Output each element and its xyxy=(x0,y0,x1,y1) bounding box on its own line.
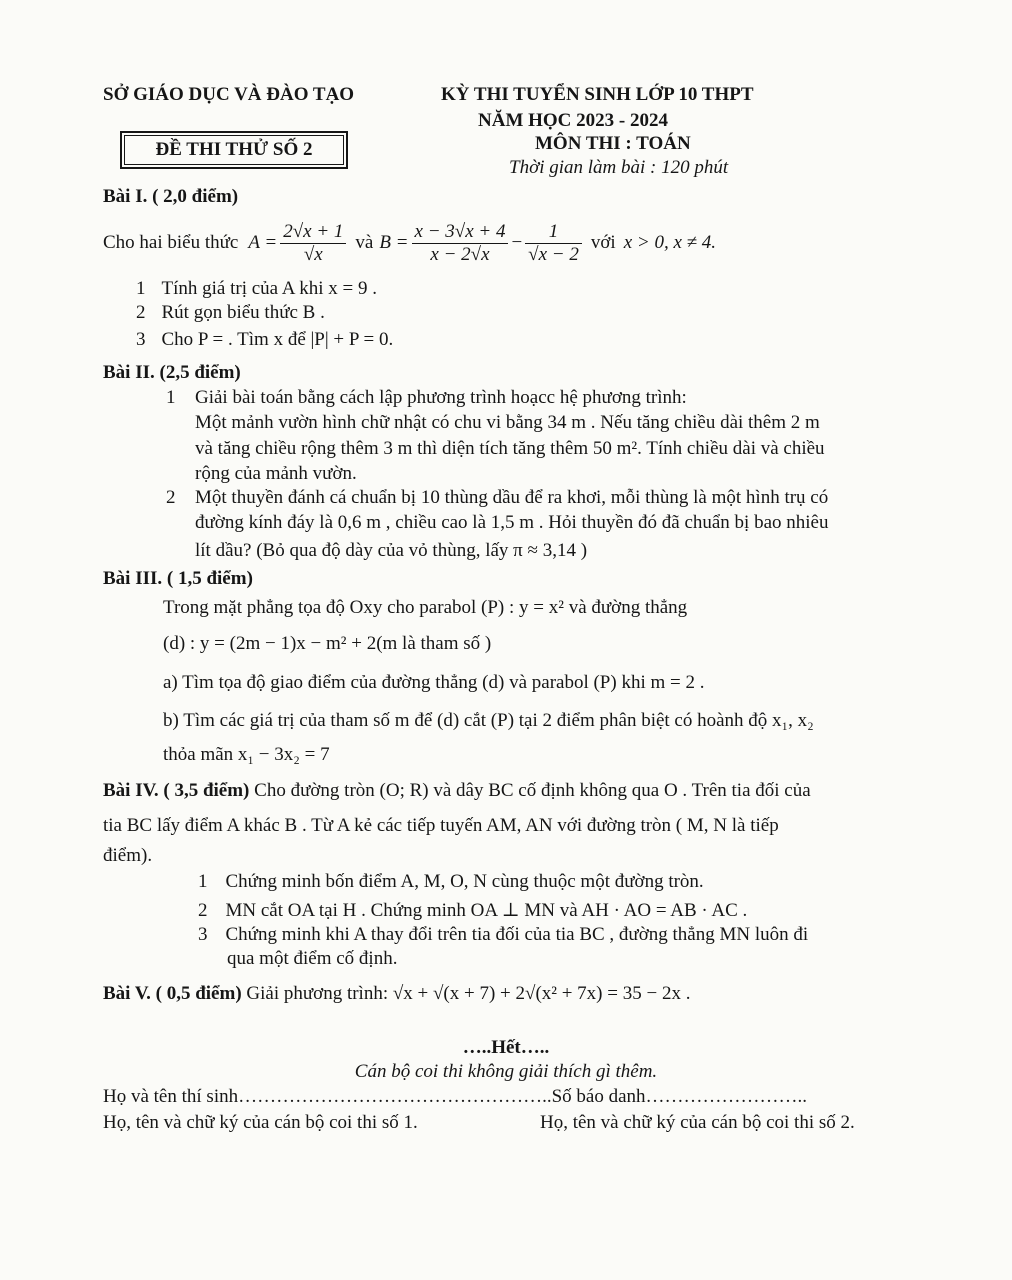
end-marker: …..Hết….. xyxy=(462,1037,550,1058)
section-3-title: Bài III. ( 1,5 điểm) xyxy=(103,568,253,589)
section-5-line: Bài V. ( 0,5 điểm) Giải phương trình: √x + √(x + 7) + 2√(x² + 7x) = 35 − 2x . xyxy=(103,983,691,1004)
section-4-item-3: 3 Chứng minh khi A thay đổi trên tia đối của tia BC , đường thẳng MN luôn đi xyxy=(198,924,809,945)
section-4-title: Bài IV. ( 3,5 điểm) xyxy=(103,780,250,801)
time-limit: Thời gian làm bài : 120 phút xyxy=(509,157,729,178)
candidate-fields: Họ và tên thí sinh…………………………………………..Số báo danh…………………….. xyxy=(103,1086,808,1107)
fraction-B2: $\frac{1}{√x - 2}$ xyxy=(525,221,582,266)
fraction-B1: $\frac{x - 3√x + 4}{x - 2√x}$ xyxy=(412,221,509,266)
section-2-item-1-line-3: và tăng chiều rộng thêm 3 m thì diện tích tăng thêm 50 m². Tính chiều dài và chiều xyxy=(195,438,825,459)
section-2-item-1-line-2: Một mảnh vườn hình chữ nhật có chu vi bằng 34 m . Nếu tăng chiều dài thêm 2 m xyxy=(195,412,820,433)
section-2-item-1-number: 1 xyxy=(166,387,176,408)
proctor-1-signature: Họ, tên và chữ ký của cán bộ coi thi số 1. xyxy=(103,1112,418,1133)
test-label-box: ĐỀ THI THỬ SỐ 2 xyxy=(120,131,348,169)
section-2-item-2-number: 2 xyxy=(166,487,176,508)
section-4-line-1: Bài IV. ( 3,5 điểm) Cho đường tròn (O; R) và dây BC cố định không qua O . Trên tia đối của xyxy=(103,780,811,801)
section-3-part-a: a) Tìm tọa độ giao điểm của đường thẳng (d) và parabol (P) khi m = 2 . xyxy=(163,672,705,693)
section-4-item-3-cont: qua một điểm cố định. xyxy=(227,948,398,969)
section-1-item-2: 2 Rút gọn biểu thức B . xyxy=(136,302,325,323)
and-text: và xyxy=(355,232,374,253)
section-3-part-b-condition: thỏa mãn x₁ − 3x₂ = 7 xyxy=(163,744,330,765)
section-1-item-1: 1 Tính giá trị của A khi x = 9 . xyxy=(136,278,377,299)
school-year: NĂM HỌC 2023 - 2024 xyxy=(478,110,668,131)
condition: x > 0, x ≠ 4. xyxy=(623,232,717,253)
section-3-line-1: Trong mặt phẳng tọa độ Oxy cho parabol (P) : y = x² và đường thẳng xyxy=(163,597,688,618)
section-1-item-3: 3 Cho P = . Tìm x để |P| + P = 0. xyxy=(136,329,394,350)
section-2-item-1-line-1: Giải bài toán bằng cách lập phương trình hoạcc hệ phương trình: xyxy=(195,387,687,408)
section-4-item-1: 1 Chứng minh bốn điểm A, M, O, N cùng thuộc một đường tròn. xyxy=(198,871,704,892)
with-text: với xyxy=(590,232,616,253)
section-2-item-2-line-1: Một thuyền đánh cá chuẩn bị 10 thùng dầu để ra khơi, mỗi thùng là một hình trụ có xyxy=(195,487,829,508)
proctor-note: Cán bộ coi thi không giải thích gì thêm. xyxy=(354,1061,658,1082)
section-4-item-2: 2 MN cắt OA tại H . Chứng minh OA ⊥ MN và AH · AO = AB · AC . xyxy=(198,900,748,921)
section-5-title: Bài V. ( 0,5 điểm) xyxy=(103,983,242,1004)
fraction-A: $\frac{2√x + 1}{√x}$ xyxy=(280,221,346,266)
section-4-line-3: điểm). xyxy=(103,845,153,866)
section-2-title: Bài II. (2,5 điểm) xyxy=(103,362,241,383)
department-name: SỞ GIÁO DỤC VÀ ĐÀO TẠO xyxy=(103,84,355,105)
expressions-line: Cho hai biểu thức A = $\frac{2√x + 1}{√x}$ và B = $\frac{x - 3√x + 4}{x - 2√x}$ − $\frac{1}{√x - 2}$ với x > 0, x ≠ 4. xyxy=(103,220,717,265)
section-3-line-2: (d) : y = (2m − 1)x − m² + 2(m là tham số ) xyxy=(163,633,492,654)
section-4-line-2: tia BC lấy điểm A khác B . Từ A kẻ các tiếp tuyến AM, AN với đường tròn ( M, N là tiếp xyxy=(103,815,779,836)
subject: MÔN THI : TOÁN xyxy=(535,133,691,154)
section-3-part-b: b) Tìm các giá trị của tham số m để (d) cắt (P) tại 2 điểm phân biệt có hoành độ x₁, x₂ xyxy=(163,710,814,731)
proctor-2-signature: Họ, tên và chữ ký của cán bộ coi thi số 2. xyxy=(540,1112,855,1133)
section-2-item-2-line-2: đường kính đáy là 0,6 m , chiều cao là 1,5 m . Hỏi thuyền đó đã chuẩn bị bao nhiêu xyxy=(195,512,829,533)
section-2-item-1-line-4: rộng của mảnh vườn. xyxy=(195,463,357,484)
intro-text: Cho hai biểu thức xyxy=(103,232,239,253)
section-1-title: Bài I. ( 2,0 điểm) xyxy=(103,186,239,207)
exam-name: KỲ THI TUYỂN SINH LỚP 10 THPT xyxy=(441,84,754,105)
section-2-item-2-line-3: lít dầu? (Bỏ qua độ dày của vỏ thùng, lấy π ≈ 3,14 ) xyxy=(195,540,588,561)
